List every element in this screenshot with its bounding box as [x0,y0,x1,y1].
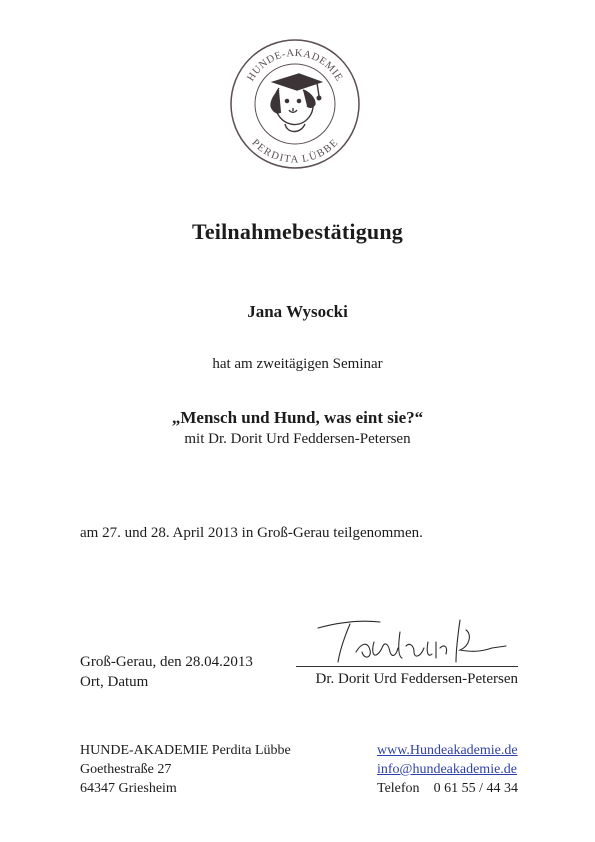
seal-bottom-text: PERDITA LÜBBE [249,137,341,166]
seminar-date-text: am 27. und 28. April 2013 in Groß-Gerau teilgenommen. [80,525,423,541]
handwritten-signature [310,612,510,668]
email-link[interactable]: info@hundeakademie.de [377,762,518,777]
city: 64347 Griesheim [80,781,177,796]
place-date-value: Groß-Gerau, den 28.04.2013 [80,654,253,670]
contact-block [377,741,518,798]
place-date-label: Ort, Datum [80,674,149,690]
dog-with-mortarboard-icon [271,74,321,132]
place-date-block [80,652,253,692]
academy-seal-logo [229,38,361,170]
page-title: Teilnahmebestätigung [191,219,403,244]
seminar-title: „Mensch und Hund, was eint sie?“ [171,408,424,427]
street: Goethestraße 27 [80,762,172,777]
seal-top-text: HUNDE-AKADEMIE [245,47,345,84]
lecturer-text: mit Dr. Dorit Urd Feddersen-Petersen [184,431,411,447]
org-name: HUNDE-AKADEMIE Perdita Lübbe [80,743,291,758]
phone-label: Telefon [377,781,420,796]
participant-name: Jana Wysocki [247,302,348,321]
participation-text: hat am zweitägigen Seminar [212,356,383,372]
signature-line [296,666,518,667]
website-link[interactable]: www.Hundeakademie.de [377,743,518,758]
svg-text:PERDITA LÜBBE [249,137,340,165]
phone-number: 0 61 55 / 44 34 [433,781,518,796]
address-block [80,741,291,798]
signer-name: Dr. Dorit Urd Feddersen-Petersen [315,671,518,687]
phone-row [377,779,518,798]
